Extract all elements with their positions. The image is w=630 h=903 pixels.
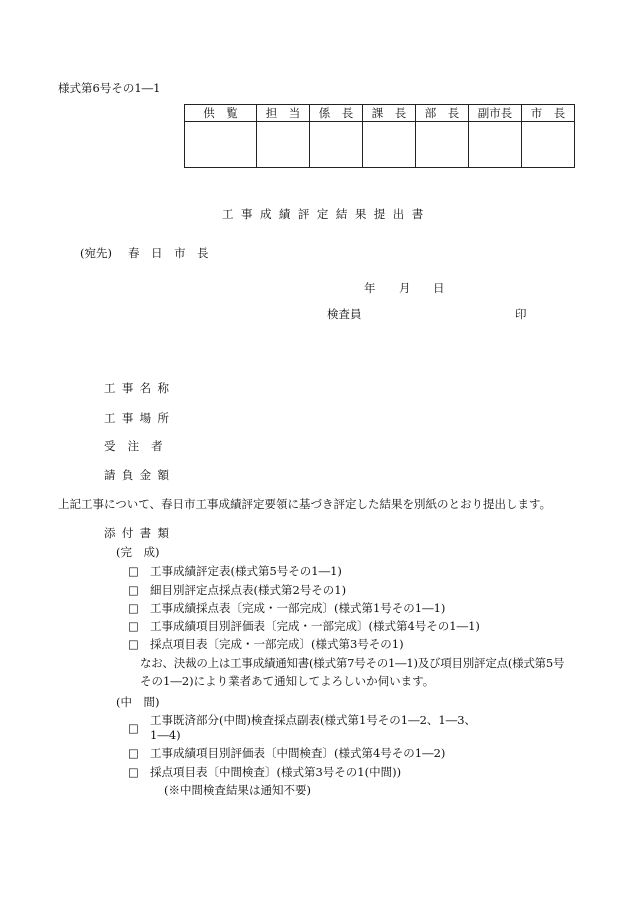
inspector-label: 検査員	[327, 307, 362, 321]
interim-item-label: 採点項目表〔中間検査〕(様式第3号その1(中間))	[150, 765, 402, 779]
list-item	[128, 636, 404, 652]
addressee-name: 春 日 市 長	[128, 246, 209, 260]
approval-stamp-cell	[310, 122, 363, 168]
checkbox-icon: □	[128, 746, 139, 760]
interim-item-label: 工事既済部分(中間)検査採点副表(様式第1号その1―2、1―3、	[150, 713, 477, 727]
document-title: 工事成績評定結果提出書	[222, 207, 431, 221]
checkbox-icon: □	[128, 564, 139, 578]
completion-item-label: 細目別評定点採点表(様式第2号その1)	[150, 583, 347, 597]
approval-stamp-table	[184, 104, 575, 168]
interim-heading: (中 間)	[116, 695, 160, 709]
completion-item-label: 工事成績採点表〔完成・一部完成〕(様式第1号その1―1)	[150, 601, 446, 615]
checkbox-icon: □	[128, 601, 139, 615]
approval-header-bucho: 部 長	[416, 105, 469, 122]
checkbox-icon: □	[128, 637, 139, 651]
list-item	[128, 618, 480, 634]
field-contract-amount: 請負金額	[104, 468, 176, 482]
approval-stamp-cell	[257, 122, 310, 168]
date-year: 年	[364, 281, 376, 295]
field-construction-site: 工事場所	[104, 411, 176, 425]
completion-item-label: 工事成績項目別評価表〔完成・一部完成〕(様式第4号その1―1)	[150, 619, 480, 633]
list-item	[128, 582, 346, 598]
approval-header-kakaricho: 係 長	[310, 105, 363, 122]
checkbox-icon: □	[128, 765, 139, 779]
list-item	[128, 600, 445, 616]
date-month: 月	[399, 281, 411, 295]
attachments-heading: 添付書類	[104, 526, 176, 540]
list-item	[128, 745, 445, 761]
field-contractor: 受注者	[104, 439, 175, 453]
date-day: 日	[433, 281, 445, 295]
interim-item-continuation: 1―4)	[150, 728, 181, 742]
interim-item-label: 工事成績項目別評価表〔中間検査〕(様式第4号その1―2)	[150, 746, 446, 760]
approval-header-kyoran: 供 覧	[185, 105, 257, 122]
completion-note-line2: その1―2)により業者あて通知してよろしいか伺います。	[140, 674, 435, 688]
interim-note: (※中間検査結果は通知不要)	[164, 783, 311, 797]
inspector-seal: 印	[515, 307, 527, 321]
completion-heading: (完 成)	[116, 545, 160, 559]
list-item	[128, 563, 342, 579]
checkbox-icon: □	[128, 721, 139, 735]
approval-header-tanto: 担 当	[257, 105, 310, 122]
body-text: 上記工事について、春日市工事成績評定要領に基づき評定した結果を別紙のとおり提出します。	[58, 497, 552, 511]
approval-stamp-cell	[185, 122, 257, 168]
list-item	[128, 764, 401, 780]
approval-header-kacho: 課 長	[363, 105, 416, 122]
completion-note-line1: なお、決裁の上は工事成績通知書(様式第7号その1―1)及び項目別評定点(様式第5号	[140, 656, 565, 670]
checkbox-icon: □	[128, 583, 139, 597]
approval-stamp-cell	[416, 122, 469, 168]
approval-header-shicho: 市 長	[522, 105, 575, 122]
approval-header-fukushicho: 副市長	[469, 105, 522, 122]
field-construction-name: 工事名称	[104, 381, 176, 395]
completion-item-label: 採点項目表〔完成・一部完成〕(様式第3号その1)	[150, 637, 404, 651]
approval-stamp-cell	[363, 122, 416, 168]
checkbox-icon: □	[128, 619, 139, 633]
approval-stamp-cell	[469, 122, 522, 168]
approval-stamp-cell	[522, 122, 575, 168]
addressee-prefix: (宛先)	[80, 246, 112, 260]
completion-item-label: 工事成績評定表(様式第5号その1―1)	[150, 564, 342, 578]
form-number: 様式第6号その1―1	[58, 81, 161, 95]
